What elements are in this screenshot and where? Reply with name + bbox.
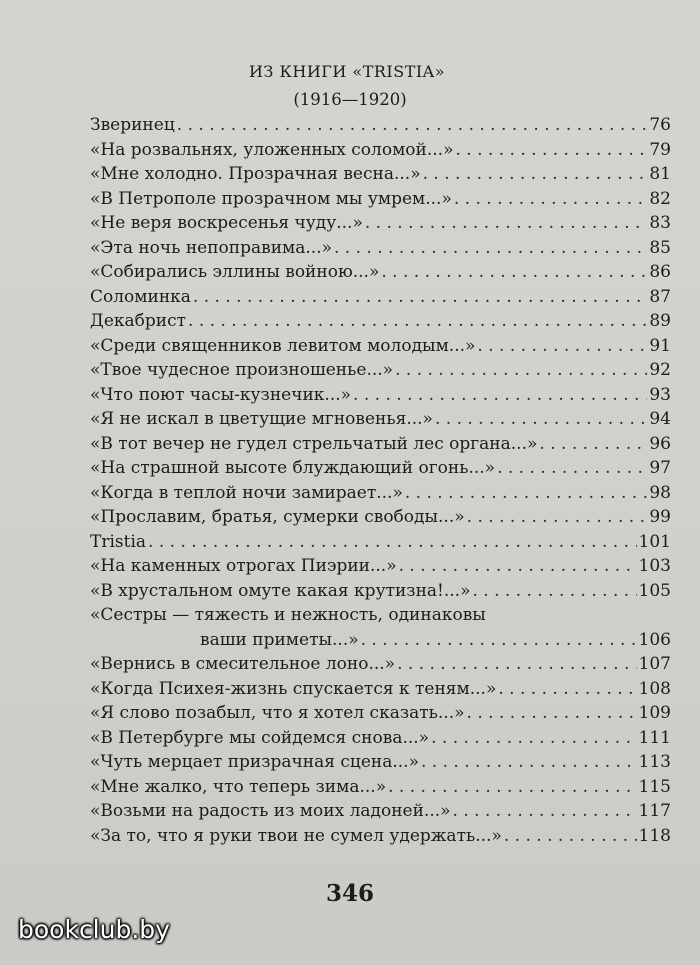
toc-entry-title: «Эта ночь непоправима...» xyxy=(90,237,332,258)
dot-leader xyxy=(381,260,647,285)
dot-leader xyxy=(504,824,637,849)
toc-entry-page: 79 xyxy=(649,139,671,160)
toc-entry xyxy=(90,824,671,849)
dot-leader xyxy=(497,456,647,481)
toc-entry-page: 87 xyxy=(649,286,671,307)
toc-entry-page: 89 xyxy=(649,311,671,331)
toc-entry-page: 107 xyxy=(638,654,671,674)
toc-entry-title: «Я слово позабыл, что я хотел сказать...» xyxy=(90,703,465,723)
toc-entry xyxy=(90,677,671,702)
toc-entry xyxy=(90,138,671,163)
toc-entry-page: 117 xyxy=(638,801,671,821)
toc-entry-page: 91 xyxy=(649,335,671,356)
toc-entry-page: 82 xyxy=(649,188,671,209)
toc-entry-title: «На каменных отрогах Пиэрии...» xyxy=(90,556,397,576)
toc-entry-title: «Когда Психея-жизнь спускается к теням...» xyxy=(90,678,497,699)
dot-leader xyxy=(361,628,637,653)
dot-leader xyxy=(188,309,647,334)
dot-leader xyxy=(477,334,647,359)
toc-entry-page: 113 xyxy=(638,752,671,772)
dot-leader xyxy=(454,187,647,212)
toc-entry-title: «Собирались эллины войною...» xyxy=(90,262,380,282)
toc-entry xyxy=(90,211,671,236)
toc-entry-title: «В Петербурге мы сойдемся снова...» xyxy=(90,727,430,748)
toc-entry-title: «Мне жалко, что теперь зима...» xyxy=(90,776,387,797)
dot-leader xyxy=(431,726,636,751)
toc-entry-page: 115 xyxy=(638,776,671,797)
toc-entry-title: «На страшной высоте блуждающий огонь...» xyxy=(90,458,496,478)
toc-entry xyxy=(90,481,671,506)
dot-leader xyxy=(472,579,636,604)
toc-entry-title: «Я не искал в цветущие мгновенья...» xyxy=(90,409,433,429)
dot-leader xyxy=(177,113,648,138)
toc-entry-title: «Сестры — тяжесть и нежность, одинаковы xyxy=(90,605,486,625)
dot-leader xyxy=(405,481,648,506)
toc-entry xyxy=(90,334,671,359)
toc-entry-page: 99 xyxy=(649,507,671,527)
toc-entry xyxy=(90,775,671,800)
toc-entry-page: 94 xyxy=(649,409,671,429)
dot-leader xyxy=(435,407,647,432)
toc-entry-page: 98 xyxy=(649,482,671,503)
toc-entry-title: Соломинка xyxy=(90,286,191,307)
toc-entry xyxy=(90,113,671,138)
dot-leader xyxy=(193,285,647,310)
dot-leader xyxy=(334,236,647,261)
toc-entry-page: 93 xyxy=(649,384,671,405)
toc-entry-title: «Среди священников левитом молодым...» xyxy=(90,335,476,356)
dot-leader xyxy=(399,554,637,579)
toc-entry xyxy=(90,652,671,677)
dot-leader xyxy=(453,799,637,824)
toc-entry-title: «За то, что я руки твои не сумел удержать...» xyxy=(90,825,502,846)
toc-entry xyxy=(90,726,671,751)
dot-leader xyxy=(423,162,648,187)
toc-entry-page: 92 xyxy=(649,360,671,380)
toc-entry-page: 118 xyxy=(638,825,671,846)
toc-entry-page: 86 xyxy=(649,262,671,282)
toc-entry-title: «Вернись в смесительное лоно...» xyxy=(90,654,396,674)
toc-entry-title: «В тот вечер не гудел стрельчатый лес органа...» xyxy=(90,433,538,454)
toc-entry-page: 76 xyxy=(649,115,671,135)
toc-entry-page: 105 xyxy=(638,580,671,601)
dot-leader xyxy=(365,211,648,236)
toc-entry-title: «Что поют часы-кузнечик...» xyxy=(90,384,352,405)
toc-entry-page: 96 xyxy=(649,433,671,454)
dot-leader xyxy=(395,358,647,383)
toc-entry xyxy=(90,750,671,775)
dot-leader xyxy=(467,701,637,726)
toc-entry-title: «Возьми на радость из моих ладоней...» xyxy=(90,801,451,821)
toc-entry xyxy=(90,799,671,824)
toc-entry-page: 111 xyxy=(638,727,671,748)
dot-leader xyxy=(539,432,647,457)
toc-entry xyxy=(90,407,671,432)
toc-entry-title: Зверинец xyxy=(90,115,175,135)
toc-entry xyxy=(90,505,671,530)
section-years: (1916—1920) xyxy=(293,90,407,109)
toc-entry-page: 109 xyxy=(638,703,671,723)
toc-entry-title: «В Петрополе прозрачном мы умрем...» xyxy=(90,188,452,209)
toc-entry-page: 106 xyxy=(638,629,671,650)
toc-entry-title: «Не веря воскресенья чуду...» xyxy=(90,213,363,233)
toc-entry-title: «Прославим, братья, сумерки свободы...» xyxy=(90,507,465,527)
watermark: bookclub.by xyxy=(18,915,170,944)
dot-leader xyxy=(421,750,637,775)
toc-entry-title: Tristia xyxy=(90,531,147,552)
page-number: 346 xyxy=(325,880,374,907)
toc-entry-page: 81 xyxy=(649,164,671,184)
toc-entry xyxy=(90,285,671,310)
toc-entry-page: 103 xyxy=(638,556,671,576)
toc-entry-title: «Твое чудесное произношенье...» xyxy=(90,360,394,380)
toc-entry-page: 108 xyxy=(638,678,671,699)
toc-entry-title-cont: ваши приметы...» xyxy=(200,629,359,650)
toc-entry xyxy=(90,383,671,408)
table-of-contents xyxy=(90,113,671,848)
toc-entry-title: «На розвальнях, уложенных соломой...» xyxy=(90,139,454,160)
toc-entry xyxy=(90,432,671,457)
toc-entry xyxy=(90,530,671,555)
dot-leader xyxy=(455,138,647,163)
toc-entry xyxy=(90,236,671,261)
dot-leader xyxy=(467,505,648,530)
toc-entry xyxy=(90,554,671,579)
toc-entry-page: 85 xyxy=(649,237,671,258)
dot-leader xyxy=(353,383,647,408)
toc-entry-page: 97 xyxy=(649,458,671,478)
toc-entry xyxy=(90,579,671,604)
toc-entry-title: «Чуть мерцает призрачная сцена...» xyxy=(90,752,419,772)
toc-entry xyxy=(90,162,671,187)
toc-entry xyxy=(90,309,671,334)
toc-entry-title: Декабрист xyxy=(90,311,187,331)
toc-entry-page: 101 xyxy=(638,531,671,552)
toc-entry xyxy=(90,260,671,285)
dot-leader xyxy=(148,530,637,555)
toc-entry xyxy=(90,358,671,383)
toc-entry xyxy=(90,628,671,653)
toc-entry xyxy=(90,187,671,212)
dot-leader xyxy=(498,677,636,702)
toc-entry-title: «Когда в теплой ночи замирает...» xyxy=(90,482,403,503)
toc-entry-title: «В хрустальном омуте какая крутизна!...» xyxy=(90,580,471,601)
section-title: ИЗ КНИГИ «TRISTIA» xyxy=(248,62,446,81)
toc-entry-title: «Мне холодно. Прозрачная весна...» xyxy=(90,164,421,184)
dot-leader xyxy=(388,775,636,800)
toc-entry-page: 83 xyxy=(649,213,671,233)
toc-entry xyxy=(90,456,671,481)
dot-leader xyxy=(397,652,636,677)
toc-entry xyxy=(90,701,671,726)
